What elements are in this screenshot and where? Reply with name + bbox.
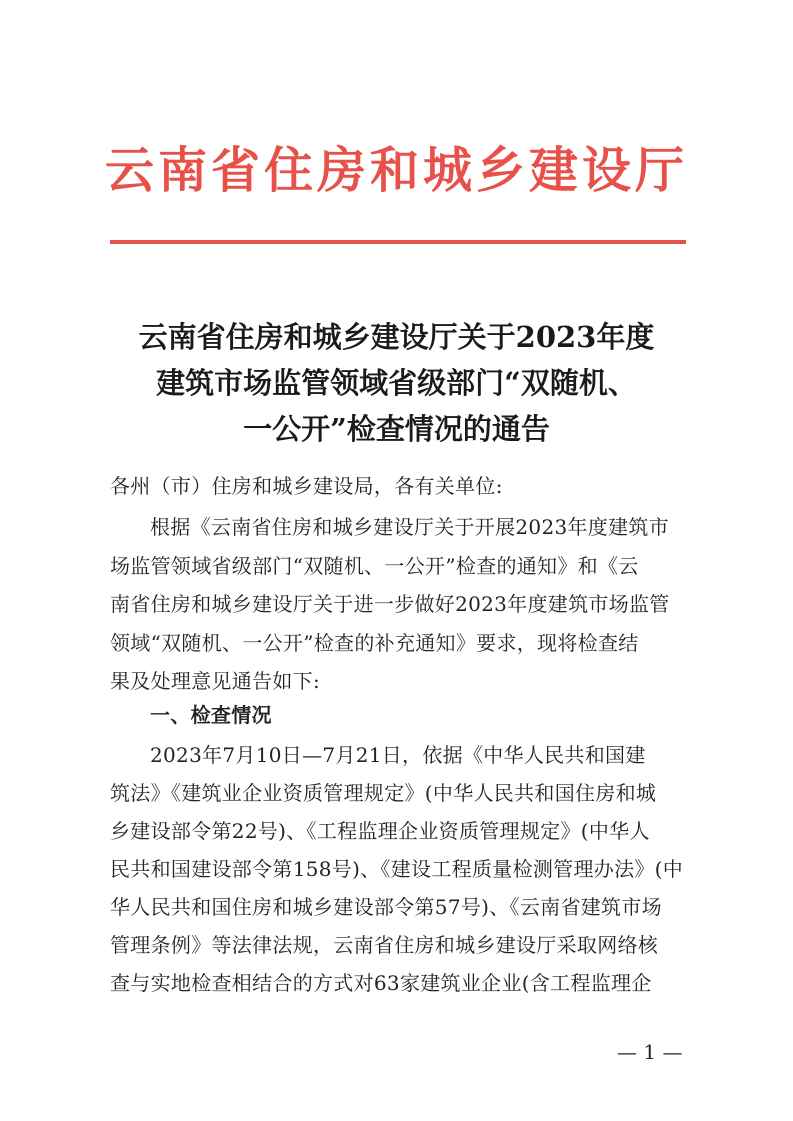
title-line: 云南省住房和城乡建设厅关于2023年度 — [138, 320, 655, 354]
paragraph-line: 筑法》《建筑业企业资质管理规定》(中华人民共和国住房和城 — [110, 781, 657, 805]
document-title — [70, 314, 723, 452]
paragraph-line: 根据《云南省住房和城乡建设厅关于开展2023年度建筑市 — [150, 515, 669, 539]
paragraph-line: 南省住房和城乡建设厅关于进一步做好2023年度建筑市场监管 — [110, 592, 670, 616]
paragraph-line: 场监管领域省级部门“双随机、一公开”检查的通知》和《云 — [110, 553, 639, 578]
paragraph-line: 乡建设部令第22号)、《工程监理企业资质管理规定》(中华人 — [110, 819, 650, 843]
paragraph-line: 民共和国建设部令第158号)、《建设工程质量检测管理办法》(中 — [110, 857, 684, 881]
paragraph-line: 领域“双随机、一公开”检查的补充通知》要求，现将检查结 — [110, 630, 639, 655]
title-line: 一公开”检查情况的通告 — [243, 412, 550, 446]
page-number: — 1 — — [617, 1040, 683, 1064]
section-heading-inspection: 一、检查情况 — [150, 703, 272, 727]
salutation: 各州（市）住房和城乡建设局，各有关单位: — [110, 474, 503, 498]
paragraph-line: 查与实地检查相结合的方式对63家建筑业企业(含工程监理企 — [110, 971, 652, 995]
title-line: 建筑市场监管领域省级部门“双随机、 — [156, 366, 637, 400]
paragraph-line: 华人民共和国住房和城乡建设部令第57号)、《云南省建筑市场 — [110, 895, 662, 919]
paragraph-basis — [110, 508, 690, 701]
letterhead-red-rule — [110, 240, 686, 244]
paragraph-line: 2023年7月10日—7月21日，依据《中华人民共和国建 — [150, 743, 646, 767]
letterhead-agency-name: 云南省住房和城乡建设厅 — [104, 141, 688, 199]
paragraph-inspection — [110, 736, 690, 1002]
paragraph-line: 管理条例》等法律法规，云南省住房和城乡建设厅采取网络核 — [110, 933, 659, 957]
paragraph-line: 果及处理意见通告如下: — [110, 669, 321, 693]
